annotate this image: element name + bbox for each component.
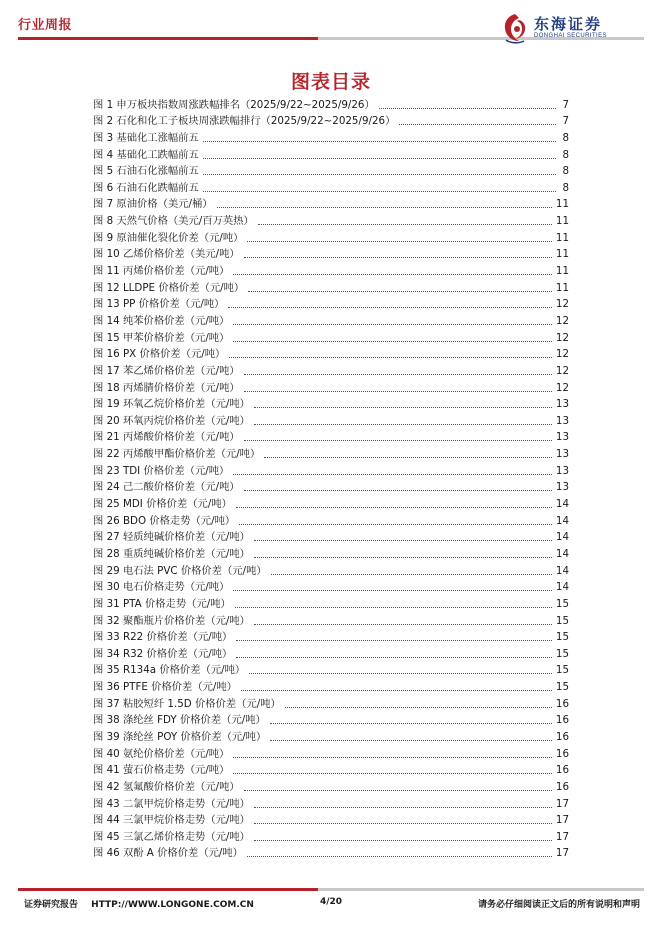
toc-entry-label: 图 32 聚酯瓶片价格价差（元/吨）: [93, 614, 250, 627]
toc-entry-page-number: 12: [555, 381, 569, 394]
toc-entry-label: 图 42 氢氟酸价格价差（元/吨）: [93, 780, 240, 793]
toc-entry-label: 图 12 LLDPE 价格价差（元/吨）: [93, 281, 245, 294]
toc-entry-page-number: 17: [555, 847, 569, 860]
toc-entry-page-number: 8: [562, 165, 569, 178]
toc-entry[interactable]: [93, 644, 569, 661]
toc-entry[interactable]: [93, 145, 569, 162]
toc-entry[interactable]: [93, 711, 569, 728]
toc-entry-page-number: 15: [555, 647, 569, 660]
toc-entry-page-number: 15: [555, 614, 569, 627]
toc-dot-leader: [254, 540, 552, 541]
toc-entry[interactable]: [93, 195, 569, 212]
toc-dot-leader: [399, 124, 556, 125]
toc-dot-leader: [247, 241, 551, 242]
toc-entry-page-number: 15: [555, 631, 569, 644]
toc-entry-label: 图 35 R134a 价格价差（元/吨）: [93, 664, 246, 677]
toc-entry[interactable]: [93, 727, 569, 744]
toc-entry-page-number: 12: [555, 348, 569, 361]
toc-entry-page-number: 13: [555, 414, 569, 427]
toc-entry-label: 图 44 三氯甲烷价格走势（元/吨）: [93, 814, 250, 827]
toc-dot-leader: [228, 307, 551, 308]
toc-dot-leader: [264, 457, 552, 458]
toc-entry-label: 图 28 重质纯碱价格价差（元/吨）: [93, 547, 250, 560]
toc-entry[interactable]: [93, 395, 569, 412]
toc-entry-label: 图 7 原油价格（美元/桶）: [93, 198, 213, 211]
toc-entry-label: 图 13 PP 价格价差（元/吨）: [93, 298, 225, 311]
toc-dot-leader: [244, 790, 552, 791]
toc-dot-leader: [244, 391, 552, 392]
toc-dot-leader: [217, 207, 552, 208]
toc-entry[interactable]: [93, 361, 569, 378]
toc-entry-page-number: 8: [562, 181, 569, 194]
toc-dot-leader: [241, 690, 552, 691]
toc-entry-label: 图 6 石油石化跌幅前五: [93, 181, 199, 194]
toc-entry[interactable]: [93, 245, 569, 262]
toc-entry[interactable]: [93, 544, 569, 561]
toc-entry[interactable]: [93, 661, 569, 678]
toc-entry-label: 图 20 环氧丙烷价格价差（元/吨）: [93, 414, 250, 427]
page-number: 4/20: [319, 897, 343, 907]
toc-dot-leader: [236, 507, 552, 508]
toc-entry[interactable]: [93, 261, 569, 278]
toc-dot-leader: [254, 840, 552, 841]
dragon-logo-icon: [500, 12, 530, 44]
toc-entry[interactable]: [93, 478, 569, 495]
toc-entry-label: 图 33 R22 价格价差（元/吨）: [93, 631, 233, 644]
toc-entry[interactable]: [93, 578, 569, 595]
toc-entry[interactable]: [93, 561, 569, 578]
toc-entry[interactable]: [93, 761, 569, 778]
logo-english-name: DONGHAI SECURITIES: [534, 33, 607, 39]
toc-entry[interactable]: [93, 311, 569, 328]
toc-entry-page-number: 13: [555, 448, 569, 461]
toc-entry-page-number: 14: [555, 531, 569, 544]
toc-entry[interactable]: [93, 328, 569, 345]
toc-entry-page-number: 16: [555, 697, 569, 710]
toc-dot-leader: [203, 174, 556, 175]
toc-entry[interactable]: [93, 528, 569, 545]
toc-entry-page-number: 17: [555, 830, 569, 843]
toc-entry-label: 图 43 二氯甲烷价格走势（元/吨）: [93, 797, 250, 810]
toc-entry-label: 图 2 石化和化工子板块周涨跌幅排行（2025/9/22~2025/9/26）: [93, 115, 396, 128]
toc-entry-page-number: 11: [555, 265, 569, 278]
toc-entry-label: 图 3 基础化工涨幅前五: [93, 131, 199, 144]
toc-dot-leader: [249, 673, 552, 674]
figure-list: [93, 95, 569, 860]
toc-dot-leader: [270, 723, 552, 724]
toc-entry-label: 图 45 三氯乙烯价格走势（元/吨）: [93, 830, 250, 843]
toc-entry-label: 图 46 双酚 A 价格价差（元/吨）: [93, 847, 243, 860]
toc-entry[interactable]: [93, 178, 569, 195]
toc-entry[interactable]: [93, 295, 569, 312]
toc-entry[interactable]: [93, 444, 569, 461]
toc-entry[interactable]: [93, 511, 569, 528]
toc-entry-page-number: 12: [555, 314, 569, 327]
toc-entry-page-number: 11: [555, 198, 569, 211]
toc-entry[interactable]: [93, 112, 569, 129]
toc-entry[interactable]: [93, 811, 569, 828]
toc-entry-page-number: 11: [555, 215, 569, 228]
toc-entry-page-number: 15: [555, 664, 569, 677]
toc-entry-label: 图 16 PX 价格价差（元/吨）: [93, 348, 226, 361]
toc-dot-leader: [285, 707, 552, 708]
toc-dot-leader: [271, 574, 552, 575]
toc-entry-label: 图 34 R32 价格价差（元/吨）: [93, 647, 233, 660]
toc-dot-leader: [254, 823, 552, 824]
toc-entry[interactable]: [93, 345, 569, 362]
toc-entry-label: 图 10 乙烯价格价差（美元/吨）: [93, 248, 240, 261]
toc-entry[interactable]: [93, 494, 569, 511]
toc-entry-label: 图 18 丙烯腈价格价差（元/吨）: [93, 381, 240, 394]
toc-entry-page-number: 14: [555, 581, 569, 594]
toc-entry-label: 图 15 甲苯价格价差（元/吨）: [93, 331, 230, 344]
toc-dot-leader: [254, 807, 552, 808]
toc-entry[interactable]: [93, 744, 569, 761]
toc-entry[interactable]: [93, 794, 569, 811]
toc-entry[interactable]: [93, 694, 569, 711]
toc-entry-page-number: 13: [555, 481, 569, 494]
toc-entry-page-number: 16: [555, 730, 569, 743]
toc-dot-leader: [233, 757, 552, 758]
toc-entry-page-number: 17: [555, 814, 569, 827]
toc-entry-label: 图 19 环氧乙烷价格价差（元/吨）: [93, 398, 250, 411]
toc-entry-label: 图 27 轻质纯碱价格价差（元/吨）: [93, 531, 250, 544]
toc-entry-label: 图 14 纯苯价格价差（元/吨）: [93, 314, 230, 327]
toc-entry[interactable]: [93, 594, 569, 611]
toc-entry-label: 图 11 丙烯价格价差（元/吨）: [93, 265, 230, 278]
toc-entry-page-number: 11: [555, 281, 569, 294]
toc-entry-label: 图 17 苯乙烯价格价差（元/吨）: [93, 364, 240, 377]
toc-dot-leader: [247, 856, 552, 857]
toc-dot-leader: [254, 624, 552, 625]
toc-entry[interactable]: [93, 228, 569, 245]
toc-entry[interactable]: [93, 378, 569, 395]
toc-entry-page-number: 15: [555, 681, 569, 694]
toc-entry-label: 图 36 PTFE 价格价差（元/吨）: [93, 681, 237, 694]
toc-entry-label: 图 25 MDI 价格价差（元/吨）: [93, 498, 232, 511]
toc-entry-label: 图 24 己二酸价格价差（元/吨）: [93, 481, 240, 494]
toc-entry-page-number: 12: [555, 298, 569, 311]
toc-entry[interactable]: [93, 677, 569, 694]
toc-entry-page-number: 14: [555, 564, 569, 577]
toc-entry-page-number: 7: [562, 98, 569, 111]
toc-dot-leader: [379, 108, 556, 109]
toc-dot-leader: [203, 141, 556, 142]
page-title: 图表目录: [290, 71, 371, 93]
toc-entry-page-number: 7: [562, 115, 569, 128]
toc-entry-label: 图 9 原油催化裂化价差（元/吨）: [93, 231, 244, 244]
toc-dot-leader: [233, 341, 552, 342]
toc-entry-page-number: 11: [555, 248, 569, 261]
toc-dot-leader: [236, 640, 552, 641]
toc-dot-leader: [270, 740, 552, 741]
toc-entry-page-number: 12: [555, 364, 569, 377]
toc-dot-leader: [233, 324, 552, 325]
toc-dot-leader: [203, 191, 556, 192]
toc-entry-page-number: 11: [555, 231, 569, 244]
toc-entry-page-number: 16: [555, 764, 569, 777]
toc-dot-leader: [229, 357, 552, 358]
toc-dot-leader: [239, 524, 552, 525]
toc-entry[interactable]: [93, 162, 569, 179]
toc-entry-page-number: 14: [555, 498, 569, 511]
toc-dot-leader: [244, 440, 552, 441]
toc-entry-page-number: 14: [555, 514, 569, 527]
toc-dot-leader: [233, 590, 552, 591]
toc-dot-leader: [254, 407, 552, 408]
toc-entry-label: 图 39 涤纶丝 POY 价格价差（元/吨）: [93, 730, 267, 743]
toc-entry-label: 图 21 丙烯酸价格价差（元/吨）: [93, 431, 240, 444]
toc-entry-label: 图 29 电石法 PVC 价格价差（元/吨）: [93, 564, 267, 577]
footer-url-link[interactable]: HTTP://WWW.LONGONE.COM.CN: [91, 900, 254, 910]
toc-entry-label: 图 41 萤石价格走势（元/吨）: [93, 764, 230, 777]
toc-dot-leader: [248, 291, 552, 292]
toc-dot-leader: [235, 607, 552, 608]
company-logo: [500, 12, 640, 46]
toc-entry-label: 图 5 石油石化涨幅前五: [93, 165, 199, 178]
toc-entry[interactable]: [93, 777, 569, 794]
toc-entry-label: 图 38 涤纶丝 FDY 价格价差（元/吨）: [93, 714, 266, 727]
toc-entry-page-number: 13: [555, 398, 569, 411]
toc-entry-label: 图 30 电石价格走势（元/吨）: [93, 581, 230, 594]
toc-entry-page-number: 16: [555, 780, 569, 793]
toc-entry-page-number: 13: [555, 464, 569, 477]
toc-entry-label: 图 8 天然气价格（美元/百万英热）: [93, 215, 254, 228]
toc-dot-leader: [254, 424, 552, 425]
toc-entry[interactable]: [93, 628, 569, 645]
toc-entry-page-number: 8: [562, 131, 569, 144]
logo-chinese-name: 东海证券: [534, 15, 603, 33]
toc-entry-page-number: 12: [555, 331, 569, 344]
toc-dot-leader: [254, 557, 552, 558]
toc-entry-label: 图 40 氨纶价格价差（元/吨）: [93, 747, 230, 760]
toc-entry-page-number: 17: [555, 797, 569, 810]
toc-entry-label: 图 23 TDI 价格价差（元/吨）: [93, 464, 230, 477]
toc-entry[interactable]: [93, 827, 569, 844]
toc-entry[interactable]: [93, 411, 569, 428]
toc-entry-label: 图 31 PTA 价格走势（元/吨）: [93, 597, 231, 610]
toc-entry-page-number: 16: [555, 747, 569, 760]
toc-entry-page-number: 16: [555, 714, 569, 727]
toc-entry[interactable]: [93, 95, 569, 112]
toc-dot-leader: [236, 657, 552, 658]
toc-dot-leader: [244, 374, 552, 375]
footer-divider: [18, 888, 644, 891]
toc-entry-label: 图 1 申万板块指数周涨跌幅排名（2025/9/22~2025/9/26）: [93, 98, 375, 111]
toc-dot-leader: [244, 257, 552, 258]
toc-entry-page-number: 13: [555, 431, 569, 444]
toc-dot-leader: [244, 490, 552, 491]
toc-dot-leader: [233, 773, 552, 774]
footer-report-type: 证券研究报告: [24, 900, 79, 910]
toc-dot-leader: [233, 274, 552, 275]
toc-entry-label: 图 22 丙烯酸甲酯价格价差（元/吨）: [93, 448, 261, 461]
toc-dot-leader: [233, 474, 552, 475]
toc-entry[interactable]: [93, 128, 569, 145]
toc-entry[interactable]: [93, 211, 569, 228]
toc-entry-label: 图 37 粘胶短纤 1.5D 价格价差（元/吨）: [93, 697, 281, 710]
toc-entry[interactable]: [93, 844, 569, 861]
footer-disclaimer: 请务必仔细阅读正文后的所有说明和声明: [477, 900, 640, 910]
toc-dot-leader: [203, 158, 556, 159]
report-category-tag: 行业周报: [18, 18, 73, 33]
toc-entry-page-number: 14: [555, 547, 569, 560]
toc-entry[interactable]: [93, 461, 569, 478]
toc-entry[interactable]: [93, 611, 569, 628]
toc-entry[interactable]: [93, 278, 569, 295]
toc-entry-label: 图 4 基础化工跌幅前五: [93, 148, 199, 161]
toc-entry-label: 图 26 BDO 价格走势（元/吨）: [93, 514, 236, 527]
toc-entry[interactable]: [93, 428, 569, 445]
toc-entry-page-number: 8: [562, 148, 569, 161]
toc-entry-page-number: 15: [555, 597, 569, 610]
toc-dot-leader: [258, 224, 552, 225]
